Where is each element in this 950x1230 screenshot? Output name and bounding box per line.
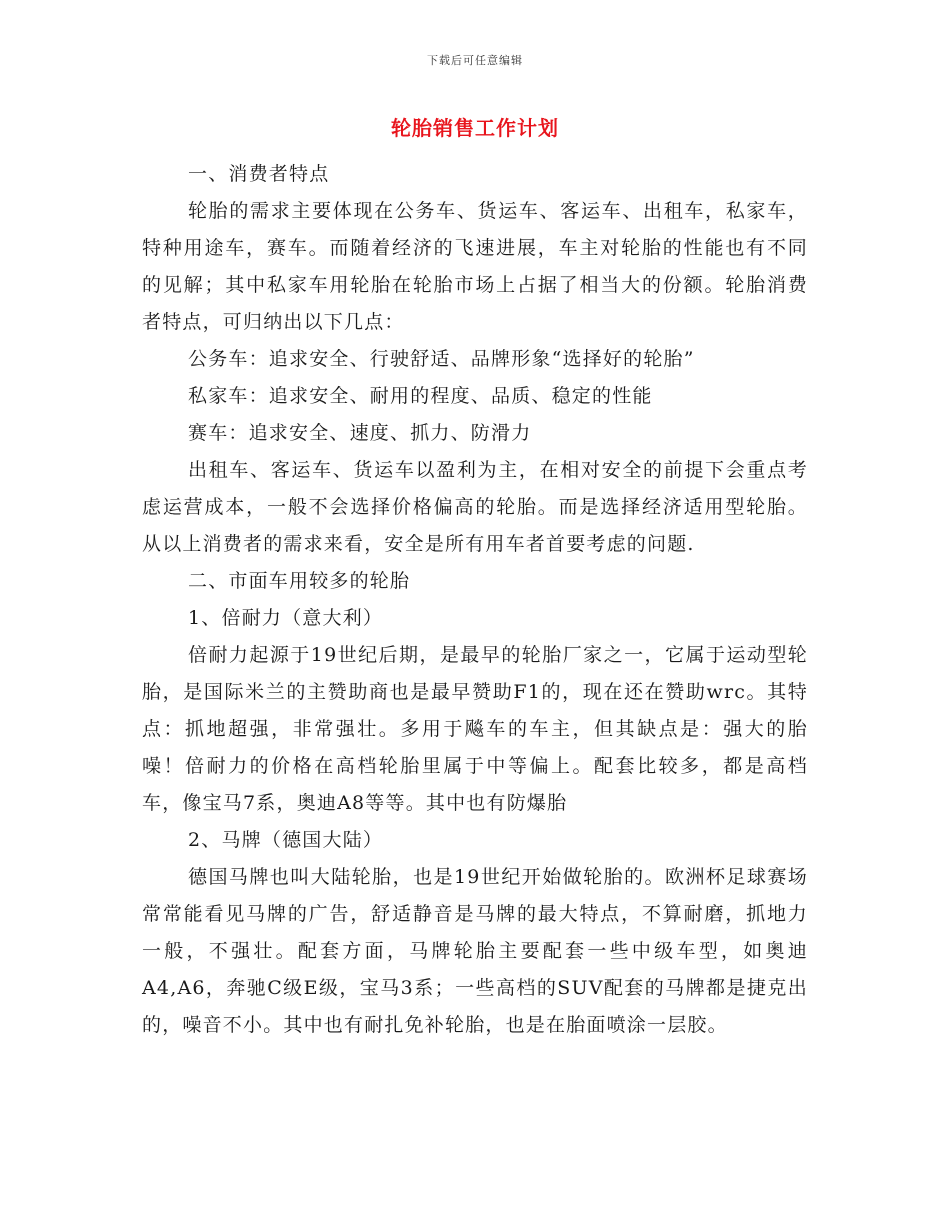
paragraph-continental: 德国马牌也叫大陆轮胎，也是19世纪开始做轮胎的。欧洲杯足球赛场常常能看见马牌的广告，舒适静音是马牌的最大特点，不算耐磨，抓地力一般，不强壮。配套方面，马牌轮胎主要配套一些中级车型，如奥迪A4,A6，奔驰C级E级，宝马3系；一些高档的SUV配套的马牌都是捷克出的，噪音不小。其中也有耐扎免补轮胎，也是在胎面喷涂一层胶。 — [142, 866, 808, 1036]
paragraph-private-car: 私家车：追求安全、耐用的程度、品质、稳定的性能 — [188, 385, 653, 407]
paragraph-race-car: 赛车：追求安全、速度、抓力、防滑力 — [188, 422, 532, 444]
subheading-continental: 2、马牌（德国大陆） — [188, 829, 384, 851]
paragraph-official-car: 公务车：追求安全、行驶舒适、品牌形象“选择好的轮胎” — [188, 348, 695, 370]
section-heading-popular-tires: 二、市面车用较多的轮胎 — [188, 570, 411, 592]
section-heading-consumer-traits: 一、消费者特点 — [188, 163, 330, 185]
paragraph-commercial-car: 出租车、客运车、货运车以盈利为主，在相对安全的前提下会重点考虑运营成本，一般不会选择价格偏高的轮胎。而是选择经济适用型轮胎。从以上消费者的需求来看，安全是所有用车者首要考虑的问题. — [142, 459, 808, 555]
paragraph-pirelli: 倍耐力起源于19世纪后期，是最早的轮胎厂家之一，它属于运动型轮胎，是国际米兰的主赞助商也是最早赞助F1的，现在还在赞助wrc。其特点：抓地超强，非常强壮。多用于飚车的车主，但其缺点是：强大的胎噪！倍耐力的价格在高档轮胎里属于中等偏上。配套比较多，都是高档车，像宝马7系，奥迪A8等等。其中也有防爆胎 — [142, 644, 808, 814]
header-note: 下载后可任意编辑 — [427, 54, 523, 67]
document-body — [142, 156, 808, 1044]
paragraph-demand: 轮胎的需求主要体现在公务车、货运车、客运车、出租车，私家车，特种用途车，赛车。而随着经济的飞速进展，车主对轮胎的性能也有不同的见解；其中私家车用轮胎在轮胎市场上占据了相当大的份额。轮胎消费者特点，可归纳出以下几点： — [142, 200, 808, 333]
subheading-pirelli: 1、倍耐力（意大利） — [188, 607, 384, 629]
document-title: 轮胎销售工作计划 — [391, 116, 559, 140]
